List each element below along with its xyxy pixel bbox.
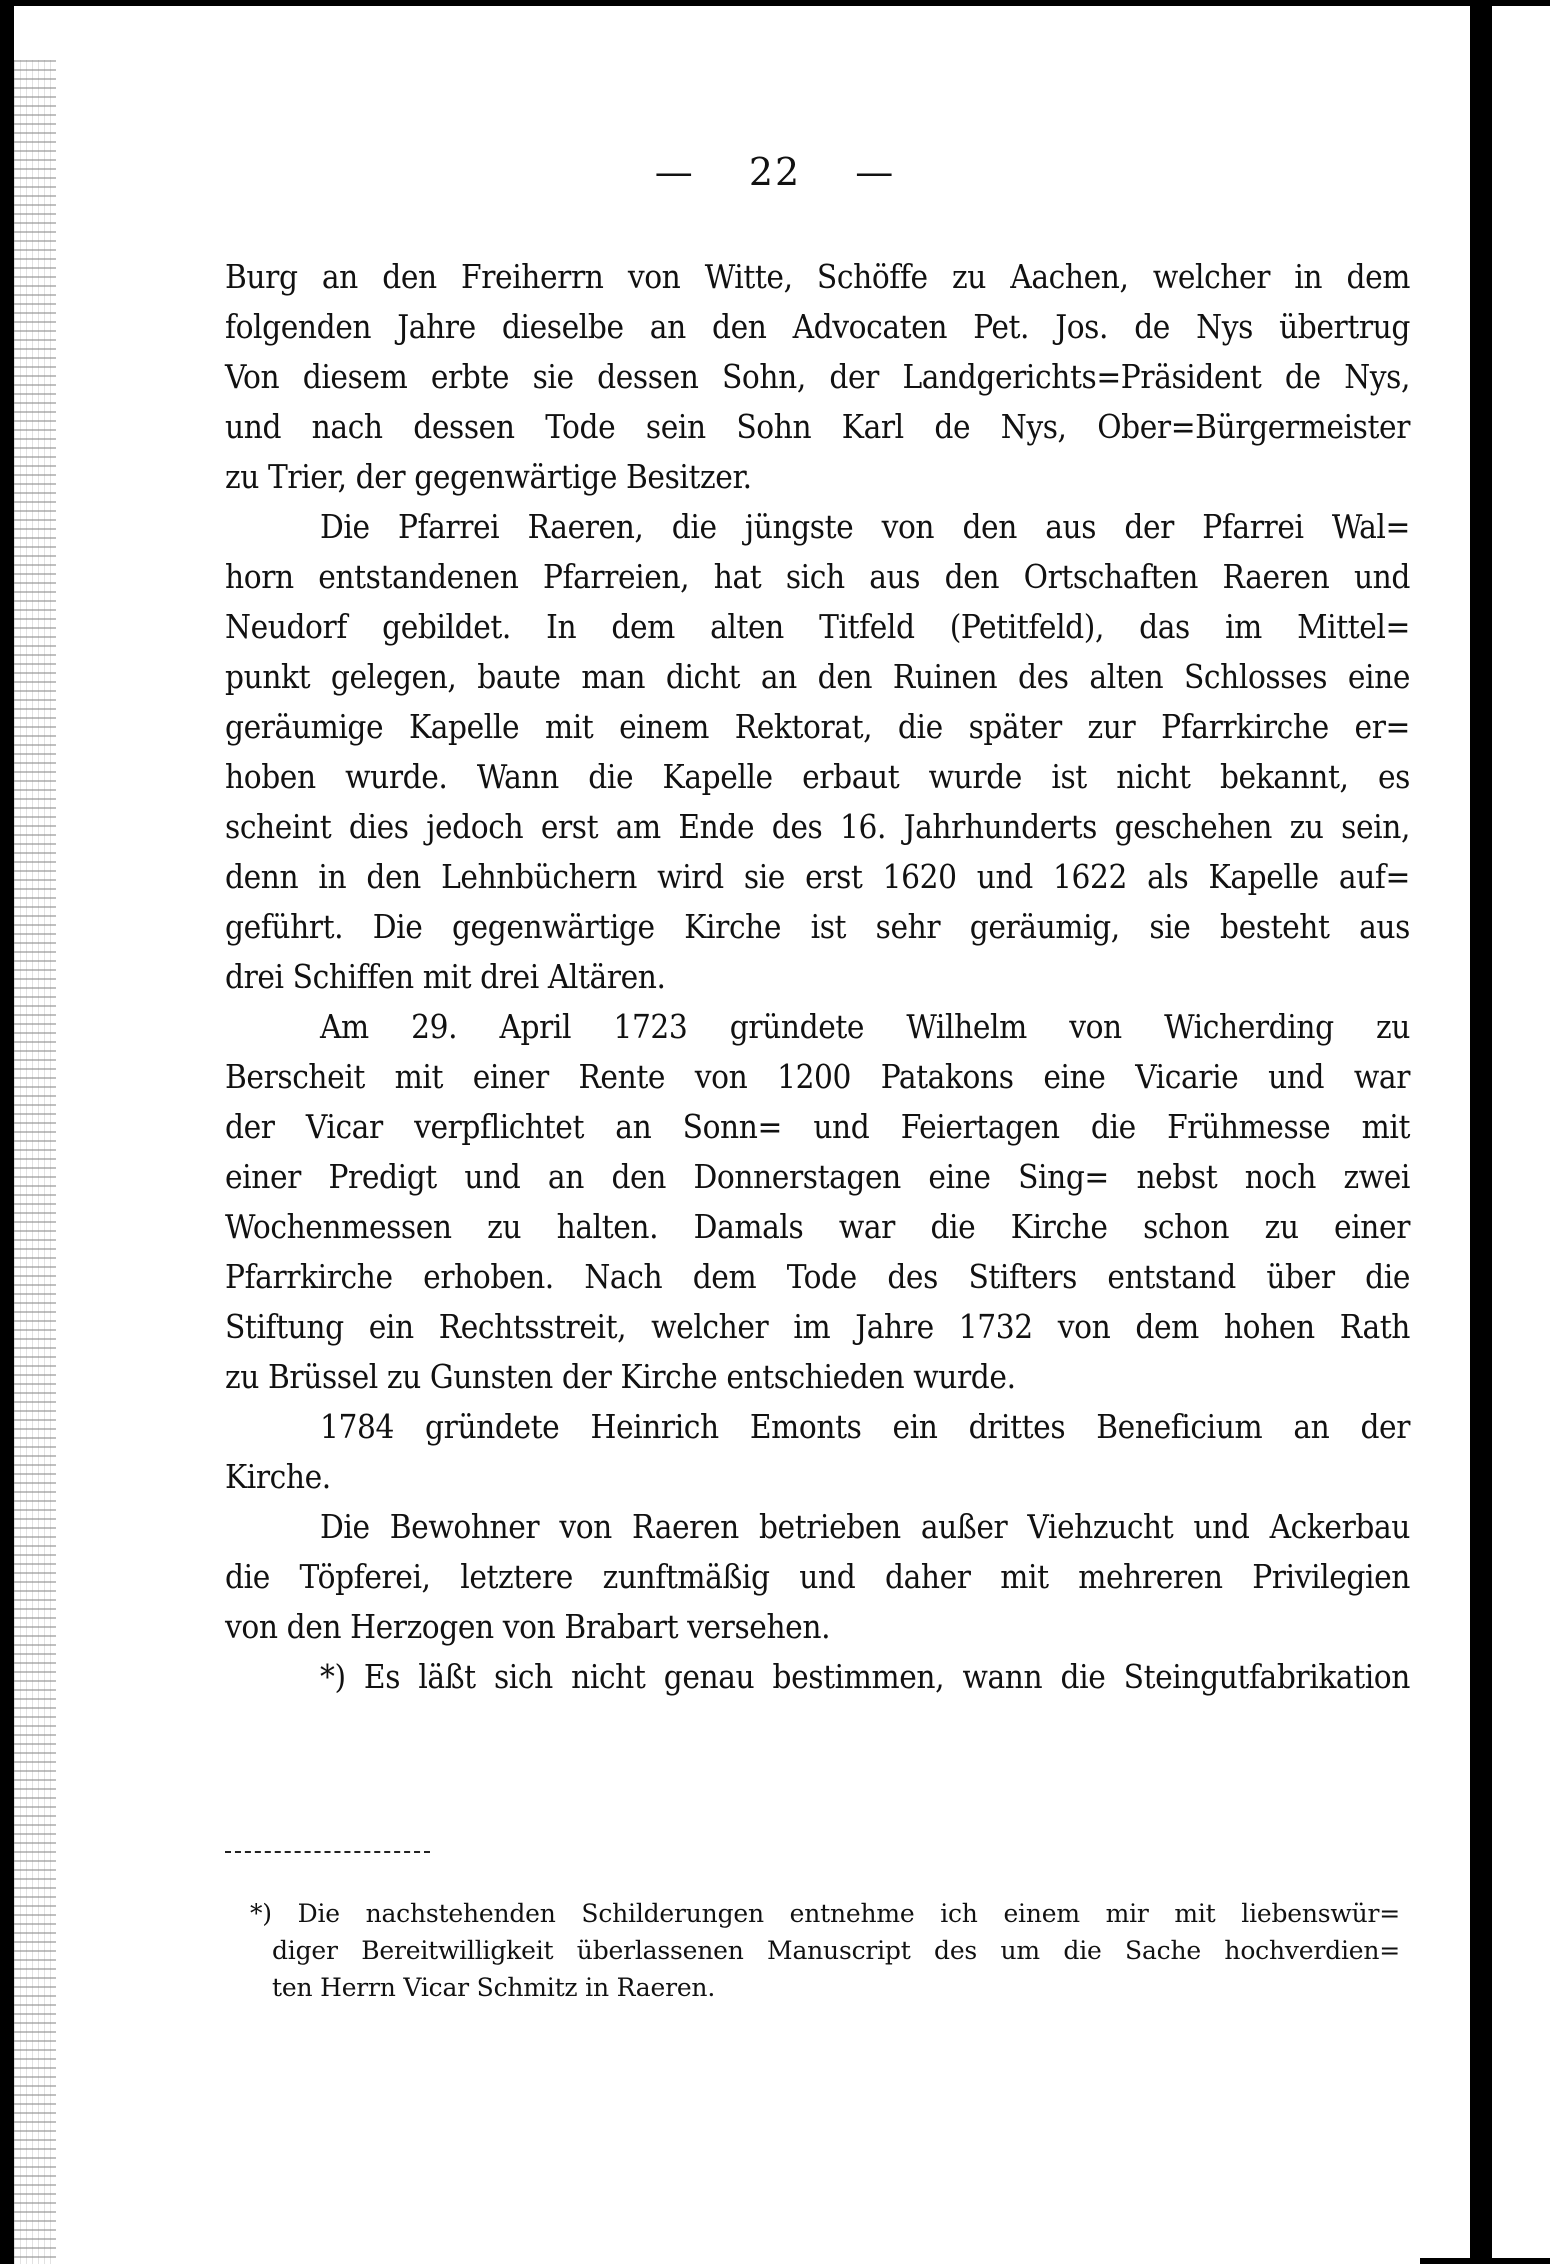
paragraph-start-line: Die Pfarrei Raeren, die jüngste von den aus der Pfarrei Wal= — [320, 507, 1410, 546]
text-line: zu Trier, der gegenwärtige Besitzer. — [225, 457, 752, 496]
text-line: geführt. Die gegenwärtige Kirche ist sehr geräumig, sie besteht aus — [225, 907, 1410, 946]
text-line: einer Predigt und an den Donnerstagen eine Sing= nebst noch zwei — [225, 1157, 1410, 1196]
footnote-reference-line: *) Es läßt sich nicht genau bestimmen, wann die Steingutfabrikation — [320, 1657, 1410, 1696]
text-line: und nach dessen Tode sein Sohn Karl de Nys, Ober=Bürgermeister — [225, 407, 1410, 446]
footnote — [250, 1895, 1400, 2006]
text-line: Pfarrkirche erhoben. Nach dem Tode des Stifters entstand über die — [225, 1257, 1410, 1296]
main-text — [225, 252, 1410, 1702]
text-line: Von diesem erbte sie dessen Sohn, der Landgerichts=Präsident de Nys, — [225, 357, 1410, 396]
text-line: geräumige Kapelle mit einem Rektorat, die später zur Pfarrkirche er= — [225, 707, 1410, 746]
paragraph-start-line: Am 29. April 1723 gründete Wilhelm von Wicherding zu — [320, 1007, 1410, 1046]
paragraph-start-line: Die Bewohner von Raeren betrieben außer Viehzucht und Ackerbau — [320, 1507, 1410, 1546]
text-line: denn in den Lehnbüchern wird sie erst 1620 und 1622 als Kapelle auf= — [225, 857, 1410, 896]
text-line: Kirche. — [225, 1457, 331, 1496]
footnote-line: *) Die nachstehenden Schilderungen entnehme ich einem mir mit liebenswür= — [250, 1899, 1400, 1928]
page-number-header — [0, 150, 1550, 194]
text-line: drei Schiffen mit drei Altären. — [225, 957, 666, 996]
text-line: der Vicar verpflichtet an Sonn= und Feiertagen die Frühmesse mit — [225, 1107, 1410, 1146]
text-line: scheint dies jedoch erst am Ende des 16. Jahrhunderts geschehen zu sein, — [225, 807, 1410, 846]
text-line: Wochenmessen zu halten. Damals war die Kirche schon zu einer — [225, 1207, 1410, 1246]
text-line: die Töpferei, letztere zunftmäßig und daher mit mehreren Privilegien — [225, 1557, 1410, 1596]
text-line: horn entstandenen Pfarreien, hat sich aus den Ortschaften Raeren und — [225, 557, 1410, 596]
page-number: 22 — [748, 150, 802, 194]
text-line: Neudorf gebildet. In dem alten Titfeld (Petitfeld), das im Mittel= — [225, 607, 1410, 646]
footnote-separator-rule — [225, 1851, 430, 1853]
text-line: von den Herzogen von Brabart versehen. — [225, 1607, 831, 1646]
text-line: zu Brüssel zu Gunsten der Kirche entschieden wurde. — [225, 1357, 1016, 1396]
footnote-line: diger Bereitwilligkeit überlassenen Manuscript des um die Sache hochverdien= — [272, 1936, 1400, 1965]
text-line: Stiftung ein Rechtsstreit, welcher im Jahre 1732 von dem hohen Rath — [225, 1307, 1410, 1346]
text-line: Burg an den Freiherrn von Witte, Schöffe zu Aachen, welcher in dem — [225, 257, 1410, 296]
scan-bottom-edge — [1420, 2258, 1550, 2264]
text-line: hoben wurde. Wann die Kapelle erbaut wurde ist nicht bekannt, es — [225, 757, 1410, 796]
page-number-dash-right: — — [855, 150, 896, 194]
footnote-line: ten Herrn Vicar Schmitz in Raeren. — [272, 1973, 716, 2002]
paragraph-start-line: 1784 gründete Heinrich Emonts ein drittes Beneficium an der — [320, 1407, 1410, 1446]
scan-right-edge — [1470, 0, 1492, 2264]
text-line: Berscheit mit einer Rente von 1200 Patakons eine Vicarie und war — [225, 1057, 1410, 1096]
text-line: folgenden Jahre dieselbe an den Advocaten Pet. Jos. de Nys übertrug — [225, 307, 1410, 346]
text-line: punkt gelegen, baute man dicht an den Ruinen des alten Schlosses eine — [225, 657, 1410, 696]
scan-left-binding-edge — [0, 0, 14, 2264]
page-number-dash-left: — — [654, 150, 695, 194]
scan-top-edge — [0, 0, 1550, 6]
scan-binding-noise — [14, 60, 56, 2264]
